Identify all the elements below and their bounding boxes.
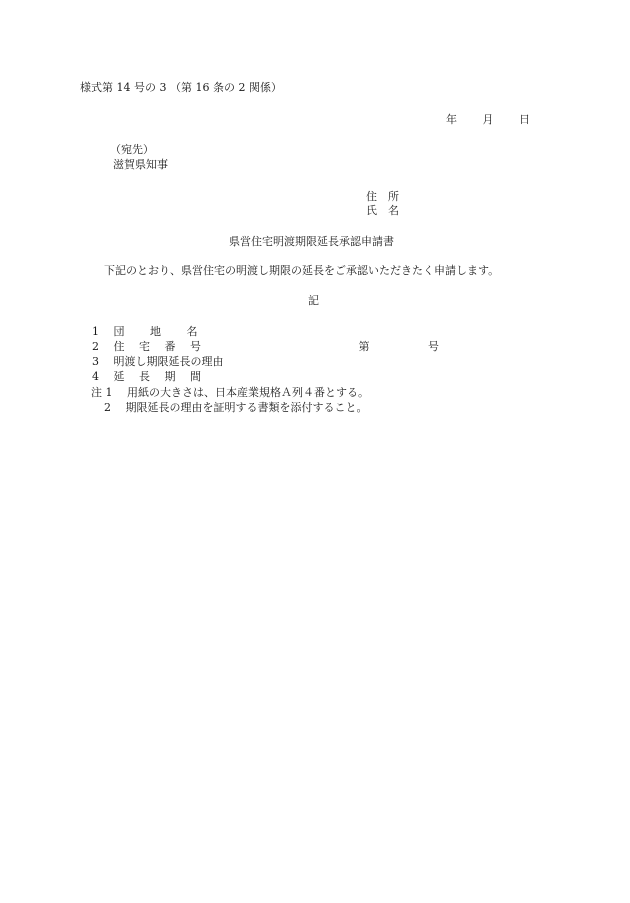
note-1: 注 1 用紙の大きさは、日本産業規格Ａ列４番とする。 <box>91 386 369 399</box>
item-extension-period: 4 延 長 期 間 <box>92 370 201 383</box>
applicant-name-label: 氏 名 <box>366 204 399 217</box>
date-line: 年 月 日 <box>446 113 530 126</box>
addressee-name: 滋賀県知事 <box>113 158 168 171</box>
item-extension-reason: 3 明渡し期限延長の理由 <box>92 355 224 368</box>
document-title: 県営住宅明渡期限延長承認申請書 <box>229 235 394 248</box>
item-estate-name: 1 団 地 名 <box>92 325 198 338</box>
addressee-prefix: （宛先） <box>110 143 154 156</box>
item-house-number: 2 住 宅 番 号 第 号 <box>92 340 439 353</box>
ki-heading: 記 <box>308 294 319 307</box>
body-text: 下記のとおり、県営住宅の明渡し期限の延長をご承認いただきたく申請します。 <box>104 264 500 277</box>
note-2: 2 期限延長の理由を証明する書類を添付すること。 <box>104 401 368 414</box>
form-number: 様式第 14 号の 3 （第 16 条の 2 関係） <box>80 81 282 94</box>
applicant-address-label: 住 所 <box>366 190 399 203</box>
